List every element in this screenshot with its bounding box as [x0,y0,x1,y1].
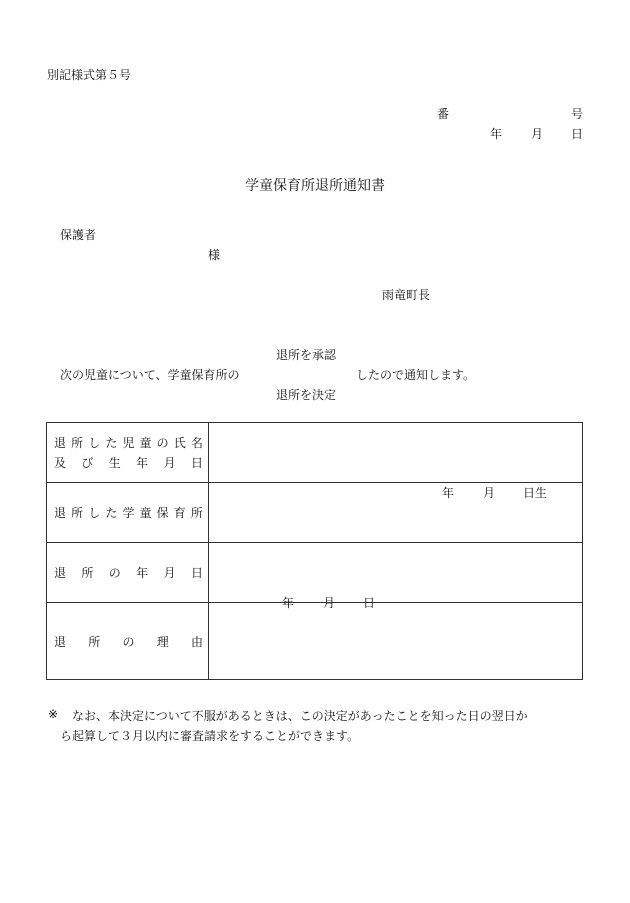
birth-month-label: 月 [483,485,496,500]
notice-table [46,422,583,680]
table-row-facility [47,483,583,543]
child-name-label-line1: 退 所 し た 児 童 の 氏 名 [54,435,203,450]
exit-date-value-cell[interactable] [209,543,583,610]
reason-value-cell[interactable] [209,603,583,680]
exit-year-label: 年 [282,595,295,610]
facility-label-cell [47,483,209,543]
exit-date-label-cell [47,543,209,603]
issue-year-label: 年 [490,127,503,141]
number-label: 番 [437,107,450,121]
number-suffix: 号 [571,107,584,121]
document-title: 学童保育所退所通知書 [245,178,385,194]
exit-month-label: 月 [323,595,336,610]
form-number: 別記様式第５号 [47,68,132,82]
issue-month-label: 月 [531,127,544,141]
guardian-label: 保護者 [60,228,97,242]
exit-date-label: 退 所 の 年 月 日 [54,566,203,580]
table-row-child [47,423,583,483]
notice-tail-text: したので通知します。 [356,368,476,382]
option-approve: 退所を承認 [276,348,337,362]
notice-lead-text: 次の児童について、学童保育所の [60,368,240,382]
birth-year-label: 年 [442,485,455,500]
facility-label: 退 所 し た 学 童 保 育 所 [54,506,203,520]
child-name-label-line2: 及 び 生 年 月 日 [54,455,203,470]
exit-day-label: 日 [363,595,376,610]
reason-label: 退 所 の 理 由 [54,634,203,649]
note-line2: ら起算して３月以内に審査請求をすることができます。 [60,729,360,743]
note-line1: なお、本決定について不服があるときは、この決定があったことを知った日の翌日か [72,709,528,723]
reason-label-cell [47,603,209,680]
option-decide: 退所を決定 [276,388,337,402]
birth-day-label: 日生 [523,485,548,500]
child-name-label-cell [47,423,209,483]
table-row-exit-date [47,543,583,603]
honorific: 様 [208,248,221,262]
note-mark: ※ [48,707,59,721]
child-name-value-cell[interactable] [209,423,583,500]
table-row-reason [47,603,583,680]
issuer-name: 雨竜町長 [382,288,431,302]
issue-day-label: 日 [571,127,584,141]
